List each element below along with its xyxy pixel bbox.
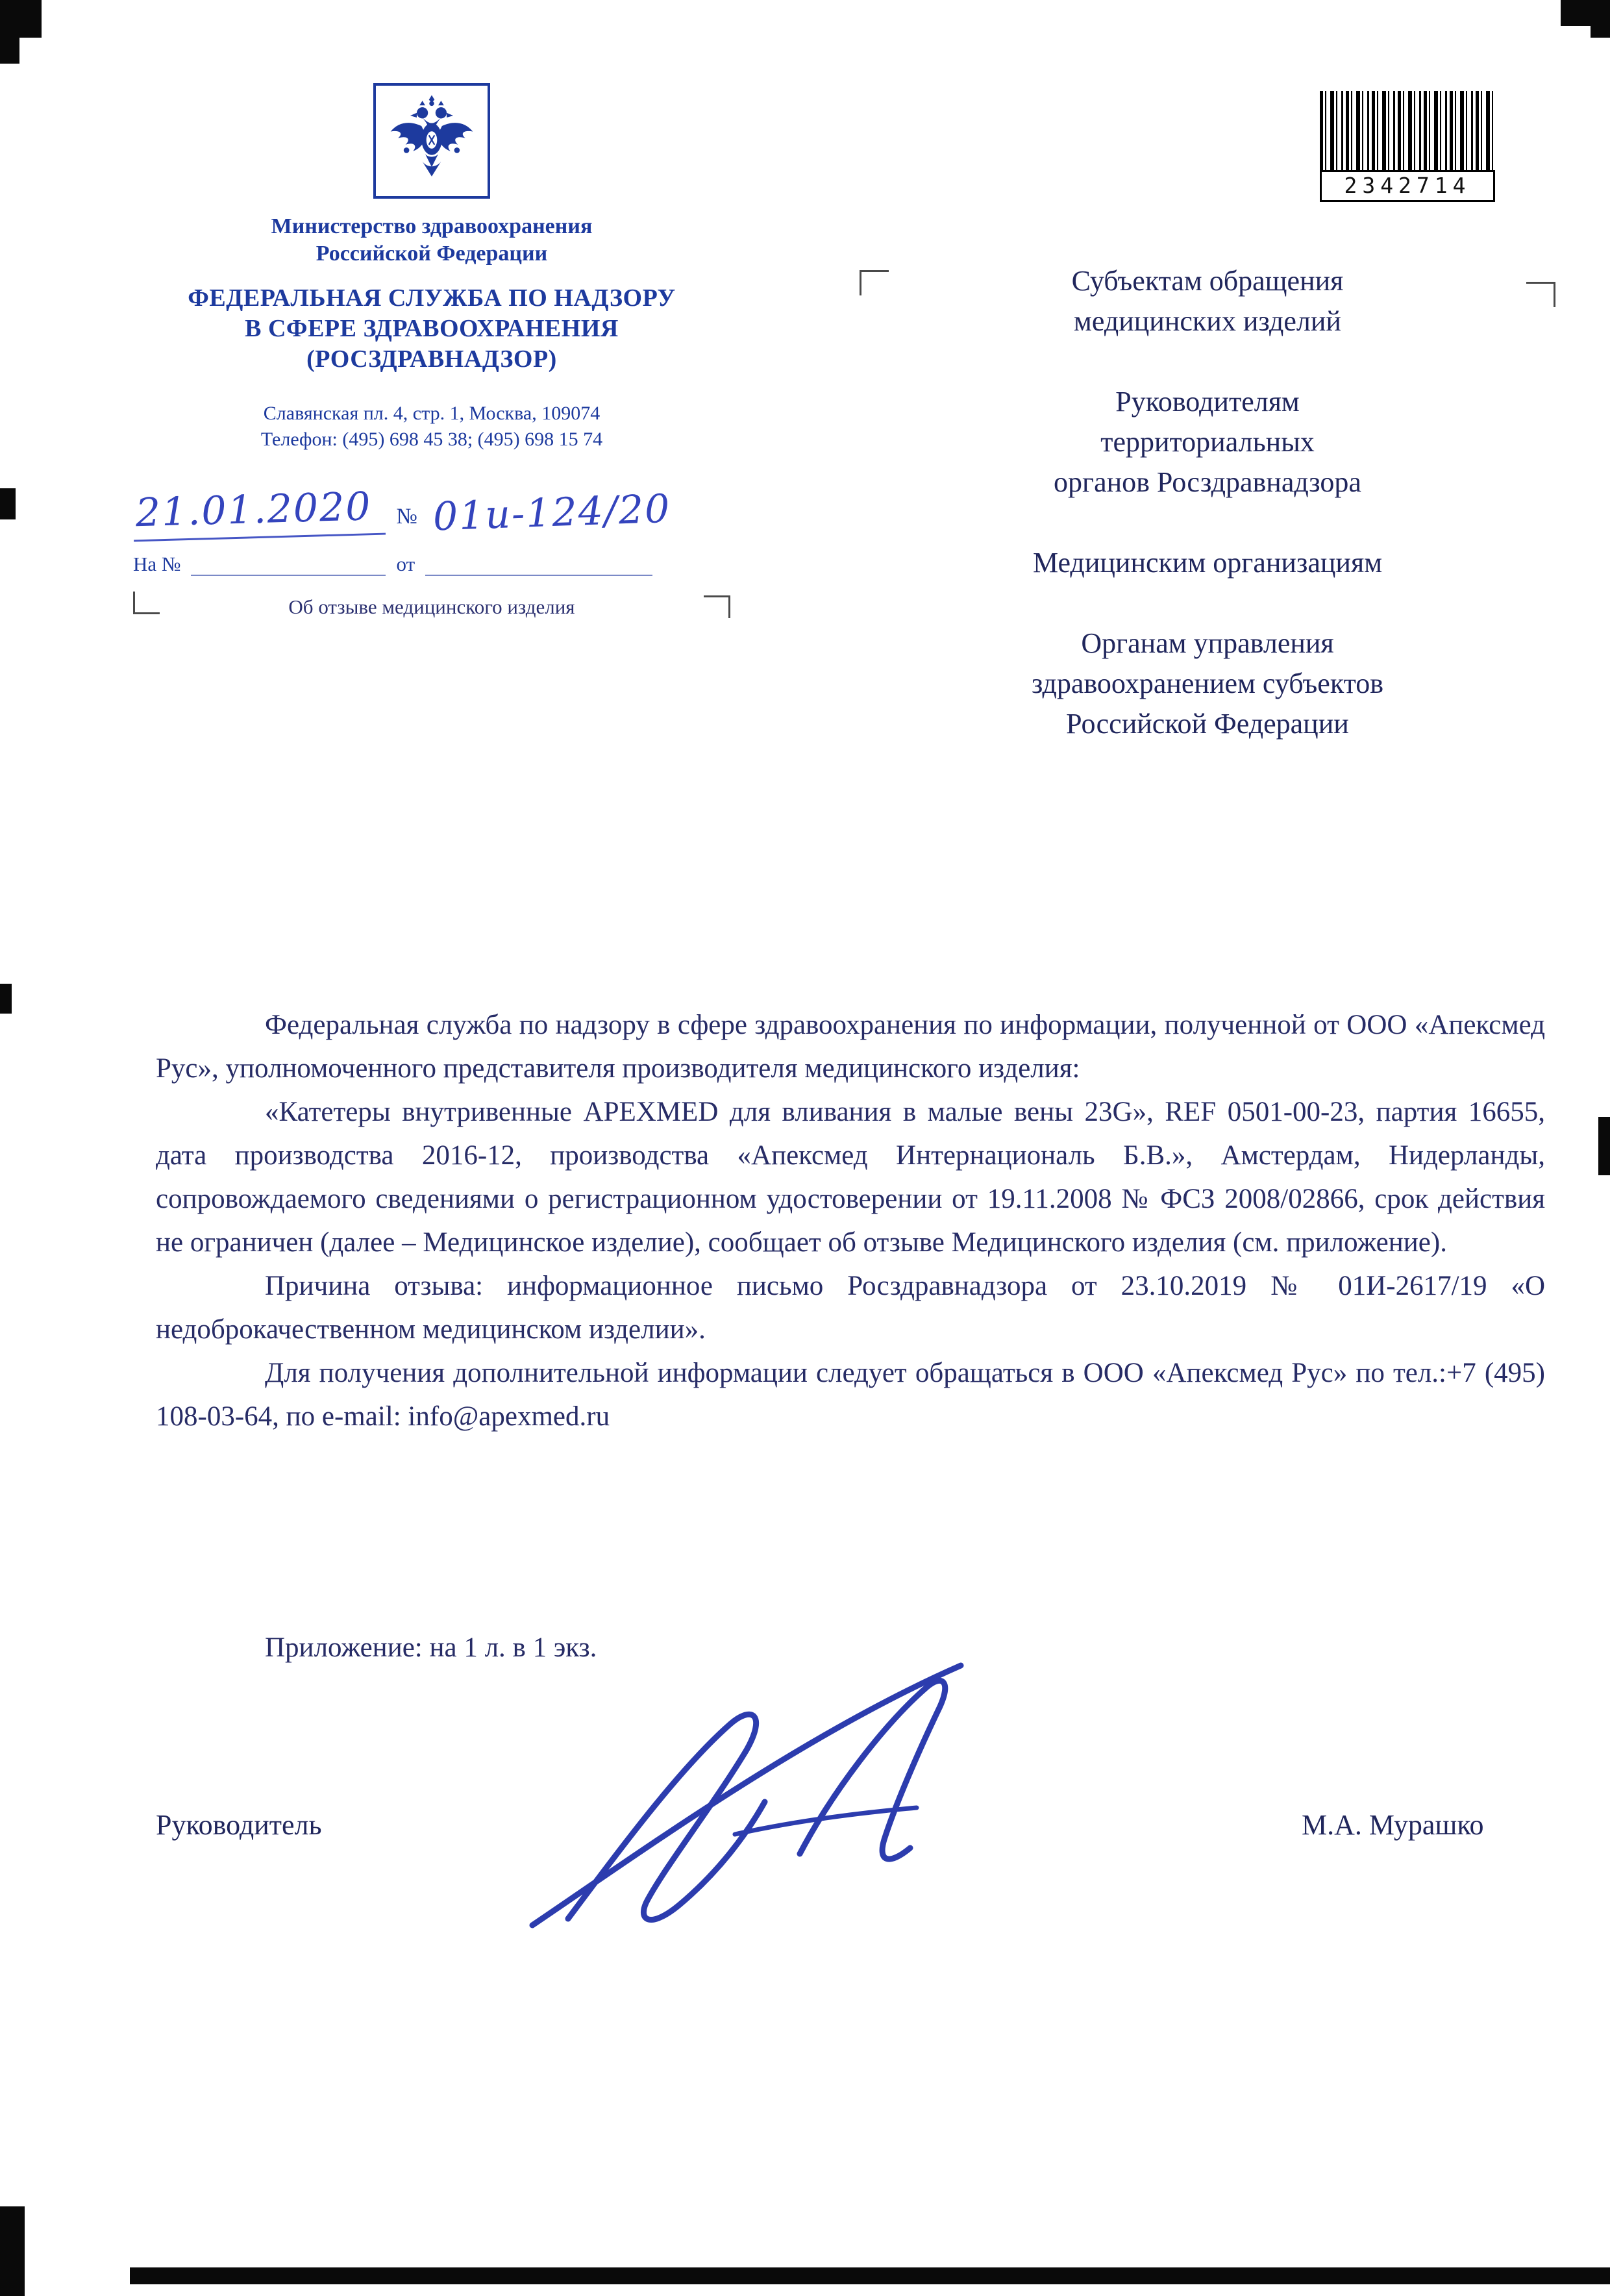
addressee-block [863, 261, 1552, 784]
handwritten-number: 01и-124/20 [432, 486, 672, 540]
barcode-bars [1320, 91, 1495, 170]
sender-address: Славянская пл. 4, стр. 1, Москва, 109074 [263, 403, 601, 424]
addressee-line: Руководителям [1115, 386, 1300, 418]
reply-date-blank [425, 553, 652, 576]
reply-reference-row [133, 553, 730, 576]
addressee-line: Российской Федерации [1066, 708, 1349, 740]
body-paragraph: Федеральная служба по надзору в сфере здравоохранения по информации, полученной от ООО «Апексмед Рус», уполномоченного представителя производителя медицинского изделия: [156, 1010, 1545, 1084]
subject-row [133, 590, 730, 620]
coat-of-arms-icon [384, 94, 480, 188]
service-line-1: ФЕДЕРАЛЬНАЯ СЛУЖБА ПО НАДЗОРУ [188, 284, 676, 312]
service-name [133, 283, 730, 375]
reply-from-label: от [396, 553, 415, 575]
barcode-number: 2342714 [1320, 170, 1495, 202]
corner-mark-icon [133, 592, 160, 614]
addressee-group [863, 623, 1552, 744]
letter-body [156, 1003, 1545, 1438]
corner-mark-icon [1526, 282, 1555, 307]
addressee-line: Органам управления [1081, 627, 1334, 659]
body-paragraph: Для получения дополнительной информации следует обращаться в ООО «Апексмед Рус» по тел.:+7 (495) 108-03-64, по e-mail: info@apexmed.ru [156, 1358, 1545, 1432]
attachment-line: Приложение: на 1 л. в 1 экз. [265, 1632, 597, 1663]
addressee-line: территориальных [1100, 426, 1315, 458]
addressee-line: Медицинским организациям [1032, 547, 1383, 579]
body-paragraph: «Катетеры внутривенные APEXMED для вливания в малые вены 23G», REF 0501-00-23, партия 16655, дата производства 2016-12, производства «Апексмед Интернациональ Б.В.», Амстердам, Нидерланды, сопровождаемого сведениями о регистрационном удостоверении от 19.11.2008 № ФСЗ 2008/02866, срок действия не ограничен (далее – Медицинское изделие), сообщает об отзыве Медицинского изделия (см. приложение). [156, 1097, 1545, 1258]
scan-artifact [0, 2206, 25, 2296]
addressee-group [863, 382, 1552, 503]
corner-mark-icon [704, 595, 730, 618]
ministry-line-1: Министерство здравоохранения [271, 214, 593, 238]
outgoing-reference-row [133, 479, 730, 538]
signoff-name: М.А. Мурашко [1302, 1809, 1484, 1841]
scan-artifact [1598, 1117, 1610, 1175]
body-paragraph: Причина отзыва: информационное письмо Росздравнадзора от 23.10.2019 № 01И-2617/19 «О недоброкачественном медицинском изделии». [156, 1271, 1545, 1345]
signoff-title: Руководитель [156, 1809, 322, 1841]
scan-artifact [1591, 0, 1610, 38]
corner-mark-icon [860, 270, 889, 295]
addressee-line: Субъектам обращения [1071, 265, 1344, 297]
reply-label: На № [133, 553, 181, 575]
scan-artifact [0, 984, 12, 1014]
ministry-name [133, 213, 730, 268]
subject-text: Об отзыве медицинского изделия [288, 595, 575, 618]
addressee-line: медицинских изделий [1074, 305, 1341, 337]
sender-phone: Телефон: (495) 698 45 38; (495) 698 15 74 [260, 429, 603, 450]
addressee-line: здравоохранением субъектов [1031, 668, 1384, 699]
handwritten-date: 21.01.2020 [132, 484, 386, 542]
barcode-block [1320, 91, 1495, 202]
scan-artifact [0, 488, 16, 519]
signature-scribble [519, 1636, 1000, 1941]
coat-of-arms-box [373, 83, 490, 199]
number-sign: № [396, 505, 417, 529]
service-line-3: (РОСЗДРАВНАДЗОР) [306, 345, 557, 373]
sender-header [133, 83, 730, 620]
scan-artifact [130, 2267, 1610, 2284]
addressee-group [863, 261, 1552, 342]
addressee-group [863, 543, 1552, 583]
reply-number-blank [191, 553, 386, 576]
ministry-line-2: Российской Федерации [316, 242, 548, 266]
addressee-line: органов Росздравнадзора [1054, 466, 1361, 498]
scan-artifact [0, 0, 19, 64]
service-line-2: В СФЕРЕ ЗДРАВООХРАНЕНИЯ [245, 315, 619, 342]
